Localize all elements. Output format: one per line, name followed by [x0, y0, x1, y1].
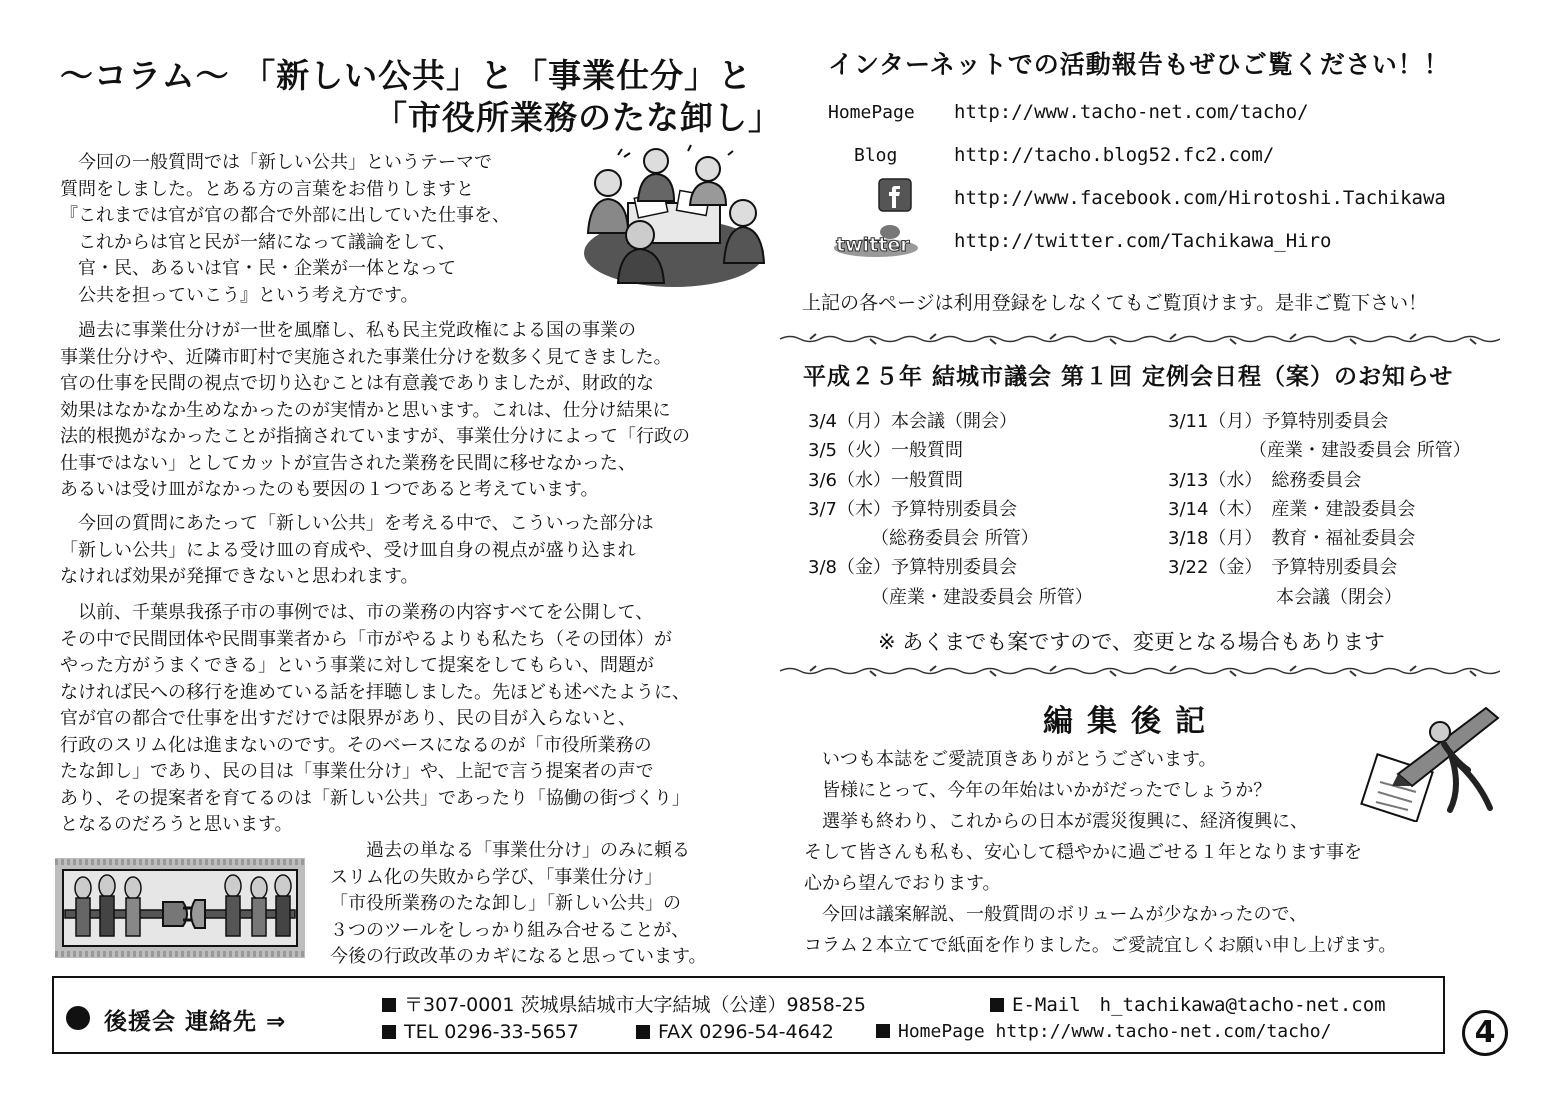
schedule-heading: 平成２５年 結城市議会 第１回 定例会日程（案）のお知らせ — [803, 364, 1454, 390]
square-bullet-icon — [636, 1025, 650, 1039]
contact-tel-line — [382, 1021, 579, 1043]
twitter-logo — [832, 222, 920, 258]
contact-fax: FAX 0296-54-4642 — [658, 1021, 834, 1043]
homepage-link[interactable]: http://www.tacho-net.com/tacho/ — [954, 101, 1309, 123]
contact-tel: TEL 0296-33-5657 — [404, 1021, 579, 1043]
twitter-link[interactable]: http://twitter.com/Tachikawa_Hiro — [954, 230, 1332, 252]
homepage-label: HomePage — [828, 102, 915, 123]
facebook-link[interactable]: http://www.facebook.com/Hirotoshi.Tachikawa — [954, 187, 1446, 209]
vine-divider-bottom — [780, 664, 1500, 678]
schedule-note: ※ あくまでも案ですので、変更となる場合もあります — [878, 630, 1385, 654]
column-paragraph-1: 今回の一般質問では「新しい公共」というテーマで 質問をしました。とある方の言葉をお借りしますと 『これまでは官が官の都合で外部に出していた仕事を、 これからは官と民が一緒になって議論をして、 官・民、あるいは官・民・企業が一体となって 公共を担っていこう』という考え方です。 — [60, 152, 510, 306]
schedule-left-list: 3/4（月）本会議（開会） 3/5（火）一般質問 3/6（水）一般質問 3/7（木）予算特別委員会 （総務委員会 所管） 3/8（金）予算特別委員会 （産業・建設委員会 所管） — [808, 411, 1093, 608]
postscript-body: いつも本誌をご愛読頂きありがとうございます。 皆様にとって、今年の年始はいかがだったでしょうか？ 選挙も終わり、これからの日本が震災復興に、経済復興に、 そして皆さんも私も、安心して穏やかに過ごせる１年となります事を 心から望んでおります。 今回は議案解説、一般質問のボリュームが少なかったので、 コラム２本立てで紙面を作りました。ご愛読宜しくお願い申し上げます。 — [804, 749, 1397, 956]
square-bullet-icon — [990, 998, 1004, 1012]
column-title-line1: ～コラム～ 「新しい公共」と「事業仕分」と — [60, 56, 753, 95]
column-paragraph-5: 過去の単なる「事業仕分け」のみに頼る スリム化の失敗から学び、「事業仕分け」 「市役所業務のたな卸し」「新しい公共」の ３つのツールをしっかり組み合せることが、 今後の行政改革のカギになると思っています。 — [330, 840, 707, 967]
internet-heading: インターネットでの活動報告もぜひご覧ください！！ — [828, 50, 1450, 79]
column-paragraph-4: 以前、千葉県我孫子市の事例では、市の業務の内容すべてを公開して、 その中で民間団体や民間事業者から「市がやるよりも私たち（その団体）が やった方がうまくできる」という事業に対して提案をしてもらい、問題が なければ民への移行を進めている話を拝聴しました。先ほども述べたように、 官が官の都合で仕事を出すだけでは限界があり、民の目が入らないと、 行政のスリム化は進まないのです。そのベースになるのが「市役所業務の たな卸し」であり、民の目は「事業仕分け」や、上記で言う提案者の声で あり、その提案者を育てるのは「新しい公共」であったり「協働の街づくり」 となるのだろうと思います。 — [60, 602, 690, 835]
blog-label: Blog — [854, 145, 898, 166]
contact-address: 〒307-0001 茨城県結城市大字結城（公達）9858-25 — [404, 994, 866, 1016]
blog-link[interactable]: http://tacho.blog52.fc2.com/ — [954, 144, 1275, 166]
schedule-right-list: 3/11（月）予算特別委員会 （産業・建設委員会 所管） 3/13（水） 総務委員会 3/14（木） 産業・建設委員会 3/18（月） 教育・福祉委員会 3/22（金） 予算特別委員会 本会議（閉会） — [1168, 411, 1471, 608]
contact-homepage-line — [876, 1021, 1331, 1042]
bullet-dot-icon — [66, 1006, 90, 1030]
square-bullet-icon — [382, 998, 396, 1012]
contact-email[interactable]: E-Mail h_tachikawa@tacho-net.com — [1012, 994, 1386, 1016]
column-paragraph-3: 今回の質問にあたって「新しい公共」を考える中で、こういった部分は 「新しい公共」による受け皿の育成や、受け皿自身の視点が盛り込まれ なければ効果が発揮できないと思われます。 — [60, 513, 654, 587]
postscript-heading: 編集後記 — [1043, 704, 1219, 739]
plug-illustration — [55, 858, 305, 958]
square-bullet-icon — [382, 1025, 396, 1039]
column-title-line2: 「市役所業務のたな卸し」 — [374, 98, 782, 137]
vine-divider-top — [780, 332, 1500, 346]
internet-note: 上記の各ページは利用登録をしなくてもご覧頂けます。是非ご覧下さい！ — [802, 292, 1428, 314]
contact-label: 後援会 連絡先 ⇒ — [104, 1009, 287, 1035]
contact-homepage[interactable]: HomePage http://www.tacho-net.com/tacho/ — [898, 1021, 1332, 1042]
column-paragraph-2: 過去に事業仕分けが一世を風靡し、私も民主党政権による国の事業の 事業仕分けや、近隣市町村で実施された事業仕分けを数多く見てきました。 官の仕事を民間の視点で切り込むことは有意義でありましたが、財政的な 効果はなかなか生めなかったのが実情かと思います。これは、仕分け結果に 法的根拠がなかったことが指摘されていますが、事業仕分けによって「行政の 仕事ではない」としてカットが宣告された業務を民間に移せなかった、 あるいは受け皿がなかったのも要因の１つであると考えています。 — [60, 320, 690, 500]
facebook-icon — [878, 178, 912, 212]
page-number: 4 — [1462, 1010, 1508, 1056]
square-bullet-icon — [876, 1024, 890, 1038]
contact-address-line — [382, 990, 866, 1017]
twitter-logo-text: twitter — [836, 234, 910, 256]
contact-fax-line — [636, 1021, 834, 1043]
meeting-illustration — [578, 143, 770, 289]
contact-email-line — [990, 990, 1386, 1017]
